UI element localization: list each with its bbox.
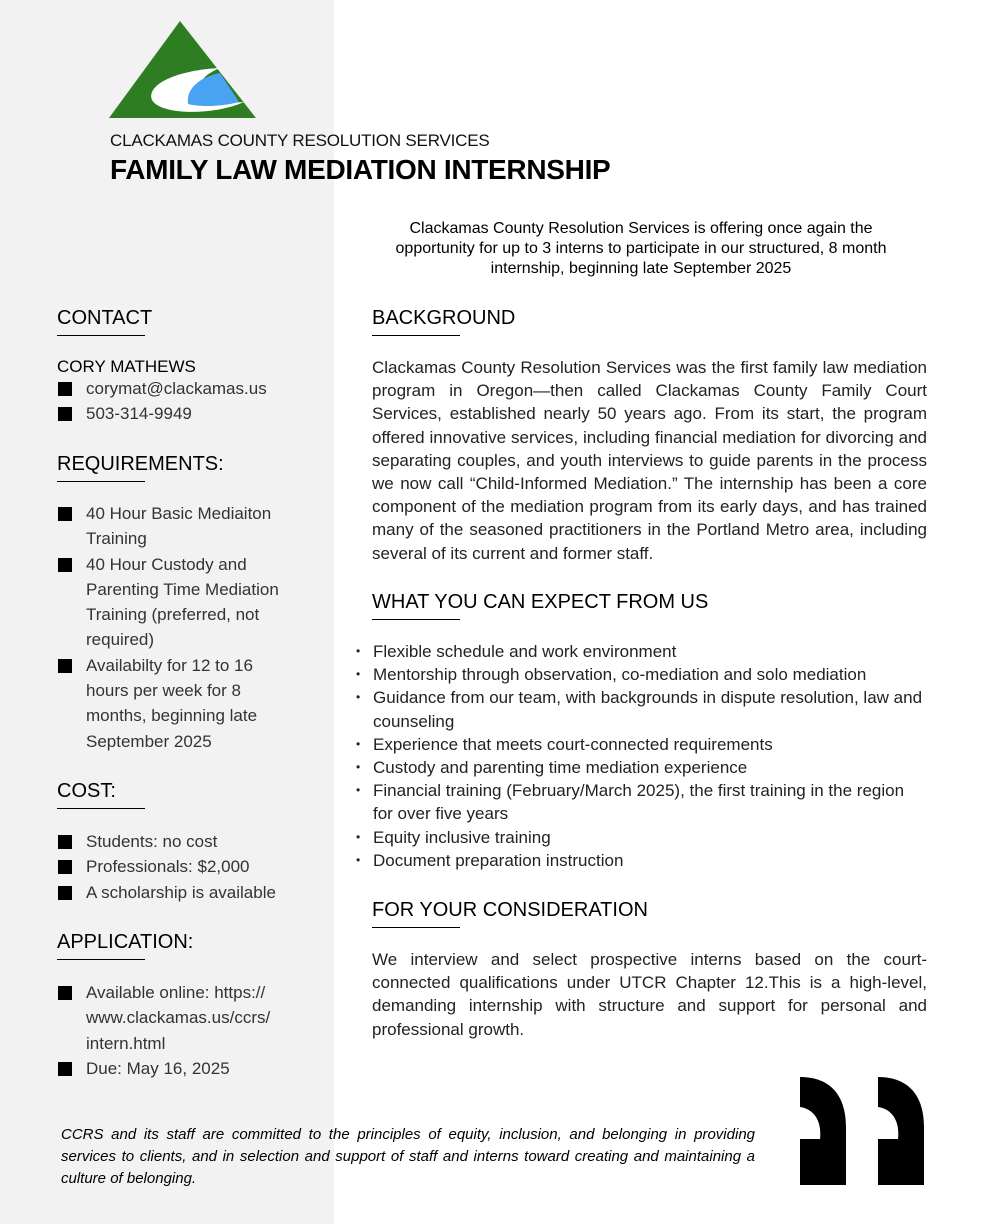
cost-item: Professionals: $2,000 (57, 854, 297, 879)
expect-item: • Equity inclusive training (356, 826, 926, 849)
application-due-date: Due: May 16, 2025 (57, 1056, 285, 1081)
heading-underline (57, 481, 145, 482)
cost-item: A scholarship is available (57, 880, 297, 905)
expect-item: • Guidance from our team, with backgrounds in dispute resolution, law and counseling (356, 686, 926, 732)
expect-heading-text: WHAT YOU CAN EXPECT FROM US (372, 591, 709, 613)
contact-name: CORY MATHEWS (57, 357, 196, 376)
expect-item: • Mentorship through observation, co-mediation and solo mediation (356, 663, 926, 686)
expect-item: • Document preparation instruction (356, 849, 926, 872)
background-heading-text: BACKGROUND (372, 307, 516, 329)
expect-item: • Flexible schedule and work environment (356, 640, 926, 663)
heading-underline (57, 335, 145, 336)
contact-phone[interactable]: 503-314-9949 (57, 401, 297, 426)
consideration-heading-text: FOR YOUR CONSIDERATION (372, 899, 648, 921)
contact-list (57, 376, 297, 427)
cost-item: Students: no cost (57, 829, 297, 854)
page-title: FAMILY LAW MEDIATION INTERNSHIP (110, 154, 611, 185)
application-link[interactable]: Available online: https:// www.clackamas.us/ccrs/ intern.html (57, 980, 285, 1056)
consideration-text: We interview and select prospective interns based on the court-connected qualifications under UTCR Chapter 12.This is a high-level, demanding internship with structure and support for personal and professional growth. (372, 950, 927, 1039)
expect-heading (372, 591, 708, 620)
consideration-heading (372, 899, 648, 928)
requirement-item: 40 Hour Custody and Parenting Time Mediation Training (preferred, not required) (57, 552, 289, 653)
commitment-statement: CCRS and its staff are committed to the principles of equity, inclusion, and belonging in providing services to clients, and in selection and support of staff and interns toward creating and maintaining a culture of belonging. (61, 1126, 755, 1187)
heading-underline (57, 808, 145, 809)
heading-underline (372, 619, 460, 620)
requirement-item: 40 Hour Basic Mediaiton Training (57, 501, 289, 552)
heading-underline (372, 335, 460, 336)
heading-underline (372, 927, 460, 928)
background-text: Clackamas County Resolution Services was the first family law mediation program in Oregon—then called Clackamas County Family Court Services, established nearly 50 years ago. From its start, the program offered innovative services, including financial mediation for divorcing and separating couples, and youth interviews to guide parents in the process we now call “Child-Informed Mediation.” The internship has been a core component of the mediation program from its early days, and has trained many of the seasoned practitioners in the Portland Metro area, including several of its current and former staff. (372, 358, 927, 563)
contact-heading (57, 307, 152, 336)
intro-text: Clackamas County Resolution Services is offering once again the opportunity for up to 3 interns to participate in our structured, 8 month internship, beginning late September 2025 (395, 220, 887, 277)
organization-name: CLACKAMAS COUNTY RESOLUTION SERVICES (110, 131, 490, 150)
contact-email[interactable]: corymat@clackamas.us (57, 376, 297, 401)
heading-underline (57, 959, 145, 960)
application-heading (57, 931, 193, 960)
expect-list (356, 640, 926, 872)
expect-item: • Custody and parenting time mediation experience (356, 756, 926, 779)
cost-heading (57, 780, 145, 809)
requirements-heading (57, 453, 224, 482)
application-list (57, 980, 285, 1081)
requirements-heading-text: REQUIREMENTS: (57, 453, 224, 475)
expect-item: • Financial training (February/March 2025), the first training in the region for over five years (356, 779, 926, 825)
background-heading (372, 307, 515, 336)
ccrs-logo (108, 20, 258, 120)
requirement-item: Availabilty for 12 to 16 hours per week for 8 months, beginning late September 2025 (57, 653, 289, 754)
expect-item: • Experience that meets court-connected requirements (356, 733, 926, 756)
cost-heading-text: COST: (57, 780, 116, 802)
application-heading-text: APPLICATION: (57, 931, 194, 953)
requirements-list (57, 501, 289, 754)
cost-list (57, 829, 297, 905)
contact-heading-text: CONTACT (57, 307, 153, 329)
closing-quote-icon (798, 1075, 926, 1187)
